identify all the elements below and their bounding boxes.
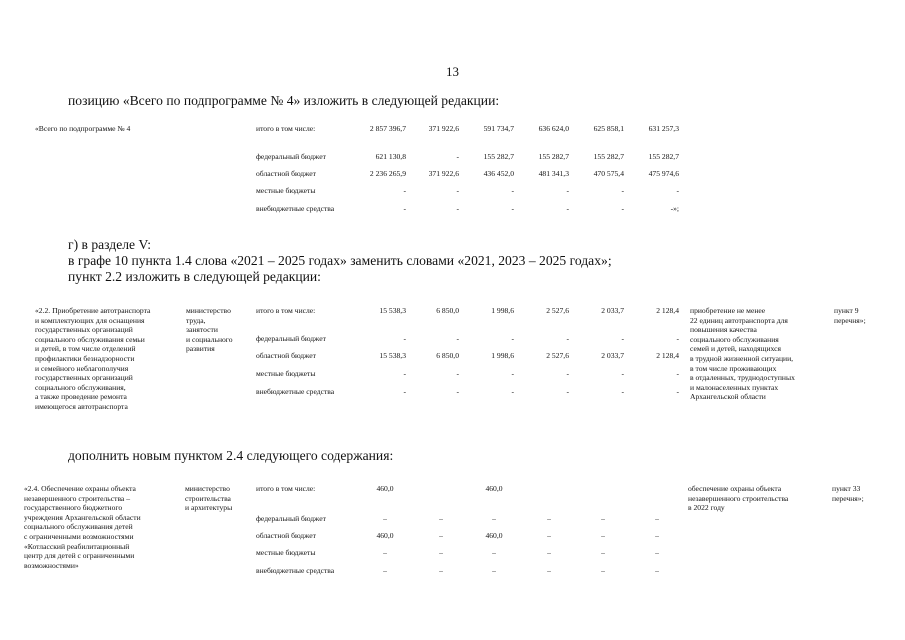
- cell: 436 452,0: [483, 169, 514, 178]
- table-row: [0, 548, 905, 558]
- row-label: местные бюджеты: [256, 369, 316, 378]
- cell: 155 282,7: [593, 152, 624, 161]
- row-label: итого в том числе:: [256, 306, 316, 315]
- heading-item-2-4: дополнить новым пунктом 2.4 следующего содержания:: [68, 448, 394, 463]
- cell: 460,0: [485, 531, 503, 540]
- cell: -: [676, 369, 679, 378]
- row-label: итого в том числе:: [256, 484, 316, 493]
- cell: -: [566, 204, 569, 213]
- cell: -: [676, 186, 679, 195]
- cell: 591 734,7: [483, 124, 514, 133]
- table-2-name: «2.2. Приобретение автотранспорта и комплектующих для оснащения государственных организаций социального обслуживания семьи и детей, в том числе отделений профилактики безнадзорности и семейного неблагополучия государственных организаций социального обслуживания, а также проведение ремонта имеющегося автотранспорта: [35, 306, 151, 411]
- cell: -: [566, 186, 569, 195]
- cell: 1 998,6: [491, 306, 514, 315]
- cell: 2 128,4: [656, 351, 679, 360]
- cell: 2 527,6: [546, 306, 569, 315]
- cell: -: [403, 186, 406, 195]
- table-row: [0, 566, 905, 576]
- cell: -: [456, 204, 459, 213]
- table-3-name: «2.4. Обеспечение охраны объекта незавершенного строительства – государственного бюджетного учреждения Архангельской области социального обслуживания детей с ограниченными возможностями «Котласский реабилитационный центр для детей с ограниченными возможностями»: [24, 484, 141, 570]
- cell: 2 128,4: [656, 306, 679, 315]
- cell: -: [403, 334, 406, 343]
- table-2-reference: пункт 9 перечня»;: [834, 306, 866, 325]
- cell: 2 236 265,9: [369, 169, 406, 178]
- cell: 15 538,3: [379, 306, 406, 315]
- table-1-name: «Всего по подпрограмме № 4: [35, 124, 131, 133]
- cell: –: [439, 531, 443, 540]
- row-label: местные бюджеты: [256, 548, 316, 557]
- row-label: внебюджетные средства: [256, 204, 335, 213]
- row-label: областной бюджет: [256, 531, 316, 540]
- table-row: [0, 531, 905, 541]
- row-label: внебюджетные средства: [256, 566, 335, 575]
- cell: –: [601, 531, 605, 540]
- cell: -: [621, 334, 624, 343]
- cell: –: [655, 514, 659, 523]
- cell: 621 130,8: [375, 152, 406, 161]
- cell: –: [492, 566, 496, 575]
- table-row: [0, 186, 905, 196]
- cell: -: [511, 186, 514, 195]
- cell: 371 922,6: [428, 124, 459, 133]
- section-v-replacement: в графе 10 пункта 1.4 слова «2021 – 2025 годах» заменить словами «2021, 2023 – 2025 годах»;: [68, 253, 612, 268]
- cell: -: [511, 369, 514, 378]
- cell: –: [383, 566, 387, 575]
- table-row: [0, 204, 905, 214]
- table-3-reference: пункт 33 перечня»;: [832, 484, 864, 503]
- page-number: 13: [446, 64, 459, 79]
- cell: -: [566, 369, 569, 378]
- cell: -»;: [670, 204, 679, 213]
- table-row: [0, 124, 905, 134]
- cell: 1 998,6: [491, 351, 514, 360]
- cell: -: [511, 334, 514, 343]
- cell: -: [456, 387, 459, 396]
- heading-subprogram-4: позицию «Всего по подпрограмме № 4» изложить в следующей редакции:: [68, 93, 500, 108]
- cell: -: [403, 204, 406, 213]
- cell: 2 857 396,7: [369, 124, 406, 133]
- cell: –: [492, 548, 496, 557]
- cell: –: [383, 514, 387, 523]
- cell: –: [439, 548, 443, 557]
- cell: -: [621, 186, 624, 195]
- cell: –: [601, 566, 605, 575]
- cell: -: [621, 369, 624, 378]
- cell: 475 974,6: [648, 169, 679, 178]
- row-label: федеральный бюджет: [256, 514, 326, 523]
- cell: 470 575,4: [593, 169, 624, 178]
- cell: -: [676, 334, 679, 343]
- section-v-heading: г) в разделе V:: [68, 237, 152, 252]
- cell: 636 624,0: [538, 124, 569, 133]
- cell: 460,0: [376, 531, 394, 540]
- cell: –: [655, 531, 659, 540]
- table-3-result: обеспечение охраны объекта незавершенного строительства в 2022 году: [688, 484, 789, 513]
- cell: –: [547, 514, 551, 523]
- cell: -: [403, 387, 406, 396]
- cell: 631 257,3: [648, 124, 679, 133]
- cell: 155 282,7: [483, 152, 514, 161]
- row-label: федеральный бюджет: [256, 152, 326, 161]
- cell: -: [456, 186, 459, 195]
- cell: –: [655, 566, 659, 575]
- cell: –: [601, 548, 605, 557]
- cell: 2 033,7: [601, 306, 624, 315]
- cell: 6 850,0: [436, 306, 459, 315]
- row-label: областной бюджет: [256, 169, 316, 178]
- cell: –: [547, 531, 551, 540]
- cell: 155 282,7: [648, 152, 679, 161]
- cell: -: [621, 387, 624, 396]
- cell: -: [456, 334, 459, 343]
- cell: 2 033,7: [601, 351, 624, 360]
- cell: 2 527,6: [546, 351, 569, 360]
- cell: -: [456, 152, 459, 161]
- cell: –: [439, 514, 443, 523]
- cell: 481 341,3: [538, 169, 569, 178]
- row-label: федеральный бюджет: [256, 334, 326, 343]
- cell: 6 850,0: [436, 351, 459, 360]
- cell: -: [511, 204, 514, 213]
- cell: –: [439, 566, 443, 575]
- cell: –: [547, 566, 551, 575]
- cell: -: [456, 369, 459, 378]
- table-row: [0, 514, 905, 524]
- table-2-result: приобретение не менее 22 единиц автотранспорта для повышения качества социального обслуживания семей и детей, находящихся в трудной жизненной ситуации, в том числе проживающих в отдаленных, труднодоступных и малонаселенных пунктах Архангельской области: [690, 306, 795, 402]
- cell: 460,0: [485, 484, 503, 493]
- table-3-executor: министерство строительства и архитектуры: [185, 484, 233, 513]
- table-row: [0, 152, 905, 162]
- cell: 625 858,1: [593, 124, 624, 133]
- cell: -: [621, 204, 624, 213]
- cell: 460,0: [376, 484, 394, 493]
- cell: –: [601, 514, 605, 523]
- row-label: внебюджетные средства: [256, 387, 335, 396]
- cell: 371 922,6: [428, 169, 459, 178]
- section-v-item-2-2: пункт 2.2 изложить в следующей редакции:: [68, 269, 321, 284]
- cell: –: [383, 548, 387, 557]
- row-label: областной бюджет: [256, 351, 316, 360]
- cell: -: [511, 387, 514, 396]
- table-2-executor: министерство труда, занятости и социального развития: [186, 306, 233, 354]
- cell: -: [566, 387, 569, 396]
- cell: -: [676, 387, 679, 396]
- cell: –: [492, 514, 496, 523]
- row-label: местные бюджеты: [256, 186, 316, 195]
- cell: –: [655, 548, 659, 557]
- cell: 155 282,7: [538, 152, 569, 161]
- cell: –: [547, 548, 551, 557]
- table-row: [0, 169, 905, 179]
- row-label: итого в том числе:: [256, 124, 316, 133]
- cell: -: [403, 369, 406, 378]
- cell: 15 538,3: [379, 351, 406, 360]
- cell: -: [566, 334, 569, 343]
